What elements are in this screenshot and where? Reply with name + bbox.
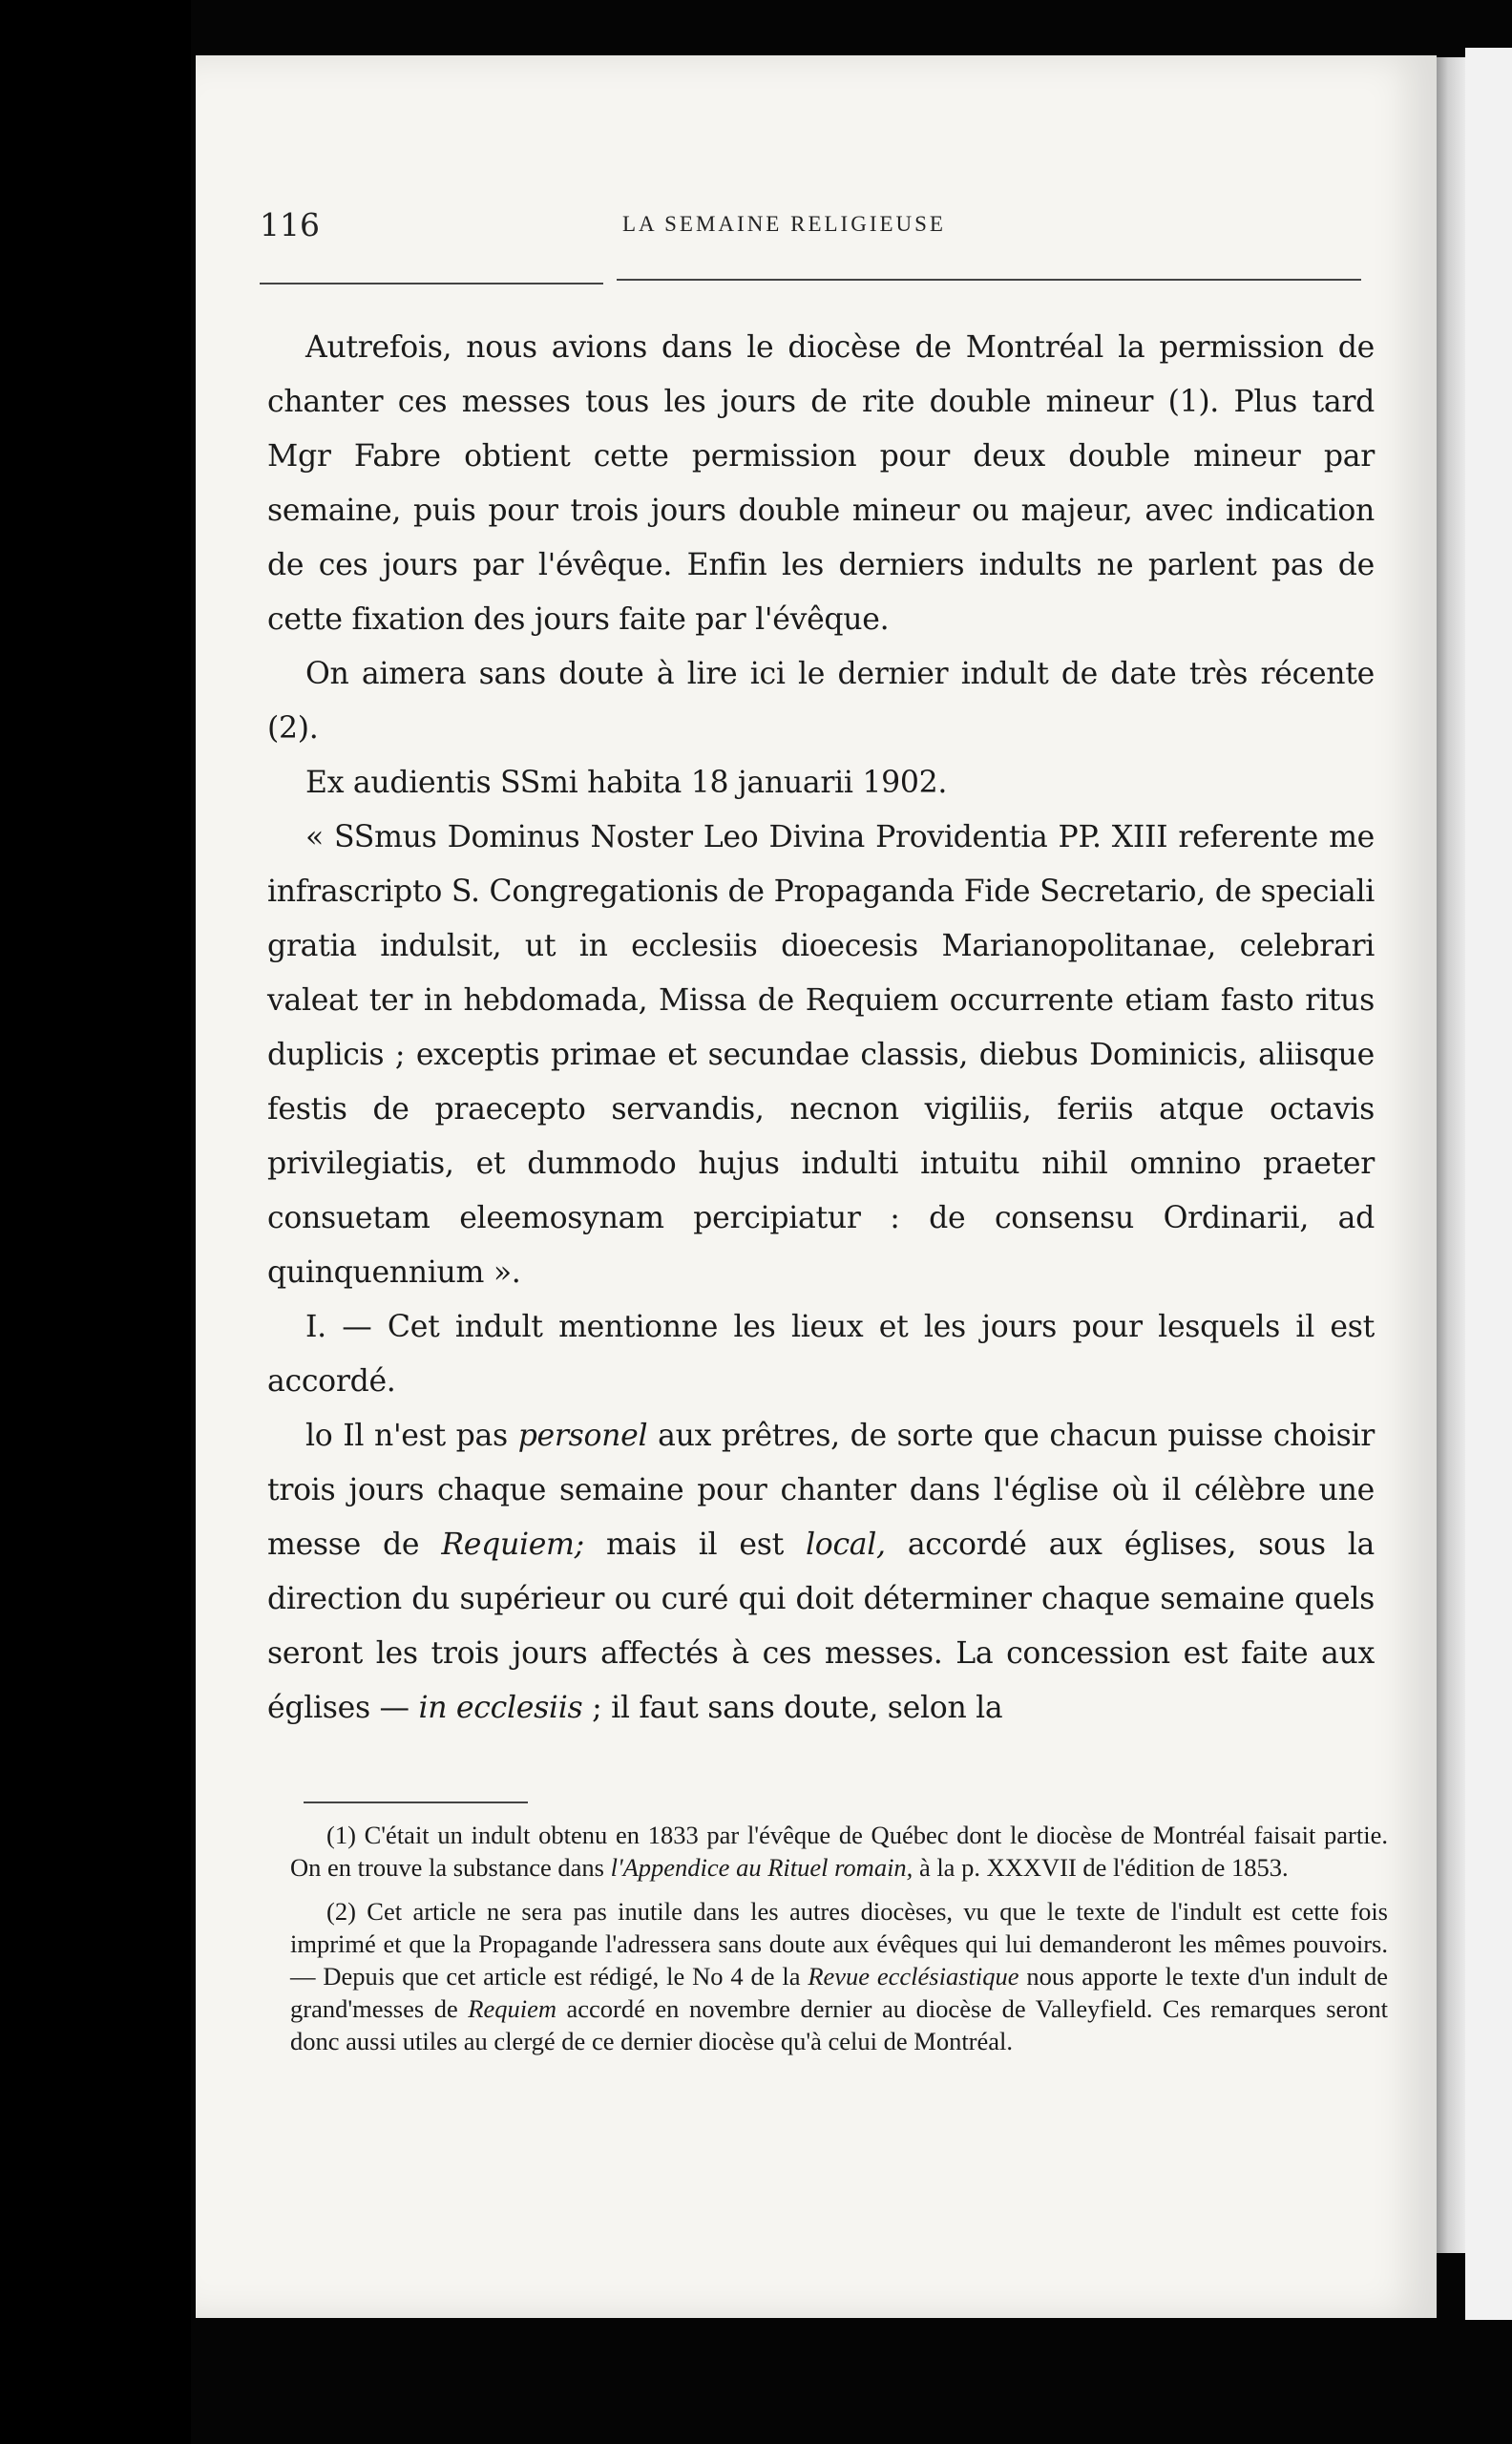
- italic-revue: Revue ecclésiastique: [808, 1962, 1019, 1991]
- body-text: [267, 321, 1375, 1736]
- paragraph-section-one: I. — Cet indult mentionne les lieux et les jours pour lesquels il est accordé.: [267, 1310, 1375, 1399]
- italic-requiem: Requiem;: [441, 1528, 584, 1562]
- paragraph-latin-indult: « SSmus Dominus Noster Leo Divina Providentia PP. XIII referente me infrascripto S. Congregationis de Propaganda Fide Secretario, de speciali gratia indulsit, ut in ecclesiis dioecesis Marianopolitanae, celebrari valeat ter in hebdomada, Missa de Requiem occurrente etiam fasto ritus duplicis ; exceptis primae et secundae classis, diebus Dominicis, aliisque festis de praecepto servandis, necnon vigiliis, feriis atque octavis privilegiatis, et dummodo hujus indulti intuitu nihil omnino praeter consuetam eleemosynam percipiatur : de consensu Ordinarii, ad quinquennium ».: [267, 820, 1375, 1290]
- paragraph-intro-indult: On aimera sans doute à lire ici le dernier indult de date très récente (2).: [267, 657, 1375, 746]
- page-header: [260, 200, 1367, 258]
- page-number: 116: [260, 206, 320, 243]
- scan-border: [0, 0, 191, 2444]
- header-rule-right: [617, 279, 1361, 281]
- header-rule-left: [260, 283, 603, 284]
- running-title: LA SEMAINE RELIGIEUSE: [622, 212, 946, 236]
- italic-local: local,: [806, 1528, 886, 1562]
- footnotes: [290, 1819, 1388, 2069]
- italic-appendice: l'Appendice au Rituel romain,: [610, 1853, 914, 1882]
- paragraph-audience-date: Ex audientis SSmi habita 18 januarii 1902.: [305, 766, 948, 800]
- paragraph-point-one: lo Il n'est pas personel aux prêtres, de sorte que chacun puisse choisir trois jours chaque semaine pour chanter dans l'église où il célèbre une messe de Requiem; mais il est local, accordé aux églises, sous la direction du supérieur ou curé qui doit déterminer chaque semaine quels seront les trois jours affectés à ces messes. La concession est faite aux églises — in ecclesiis ; il faut sans doute, selon la: [267, 1419, 1376, 1725]
- footnote-1: (1) C'était un indult obtenu en 1833 par l'évêque de Québec dont le diocèse de Montréal faisait partie. On en trouve la substance dans l'Appendice au Rituel romain, à la p. XXXVII de l'édition de 1853.: [290, 1821, 1388, 1882]
- italic-requiem-fn: Requiem: [468, 1994, 556, 2023]
- adjacent-page-edge: [1465, 48, 1512, 2320]
- footnote-rule: [304, 1801, 528, 1803]
- page-gutter-shadow: [1437, 57, 1465, 2253]
- paragraph-history: Autrefois, nous avions dans le diocèse de Montréal la permission de chanter ces messes tous les jours de rite double mineur (1). Plus tard Mgr Fabre obtient cette permission pour deux double mineur par semaine, puis pour trois jours double mineur ou majeur, avec indication de ces jours par l'évêque. Enfin les derniers indults ne parlent pas de cette fixation des jours faite par l'évêque.: [267, 330, 1375, 637]
- italic-in-ecclesiis: in ecclesiis: [418, 1691, 583, 1725]
- footnote-2: (2) Cet article ne sera pas inutile dans les autres diocèses, vu que le texte de l'indult est cette fois imprimé et que la Propagande l'adressera sans doute aux évêques qui lui demanderont les mêmes pouvoirs. — Depuis que cet article est rédigé, le No 4 de la Revue ecclésiastique nous apporte le texte d'un indult de grand'messes de Requiem accordé en novembre dernier au diocèse de Valleyfield. Ces remarques seront donc aussi utiles au clergé de ce dernier diocèse qu'à celui de Montréal.: [290, 1897, 1389, 2055]
- italic-personel: personel: [517, 1419, 648, 1453]
